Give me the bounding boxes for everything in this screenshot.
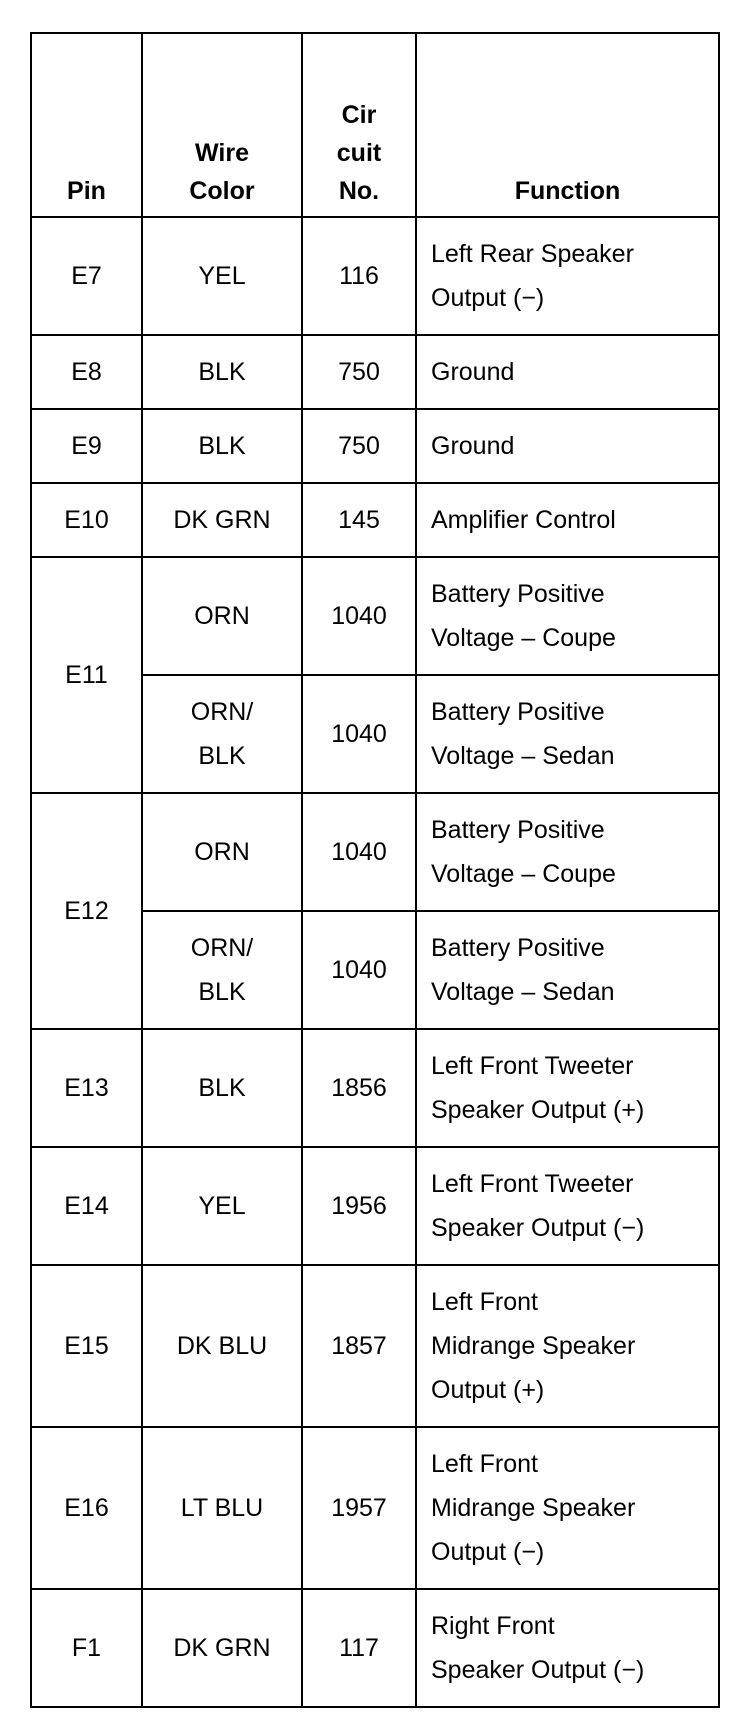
table-row [31, 335, 719, 409]
wire-color-cell: ORN [142, 557, 302, 675]
wire-color-cell: DK BLU [142, 1265, 302, 1427]
circuit-cell: 1040 [302, 557, 416, 675]
header-row [31, 33, 719, 217]
pin-cell: E13 [31, 1029, 142, 1147]
wire-color-cell: BLK [142, 409, 302, 483]
table-row [31, 217, 719, 335]
function-cell: Battery Positive Voltage – Coupe [416, 557, 719, 675]
circuit-cell: 1957 [302, 1427, 416, 1589]
table-row [31, 1029, 719, 1147]
pin-cell: E11 [31, 557, 142, 793]
circuit-cell: 1040 [302, 911, 416, 1029]
pin-cell: E16 [31, 1427, 142, 1589]
table-row [31, 409, 719, 483]
header-pin: Pin [31, 33, 142, 217]
header-function: Function [416, 33, 719, 217]
pin-cell: E15 [31, 1265, 142, 1427]
pin-cell: E8 [31, 335, 142, 409]
function-cell: Amplifier Control [416, 483, 719, 557]
table-row [31, 557, 719, 675]
wire-color-cell: YEL [142, 217, 302, 335]
circuit-cell: 750 [302, 409, 416, 483]
function-cell: Left Front Tweeter Speaker Output (+) [416, 1029, 719, 1147]
function-cell: Battery Positive Voltage – Sedan [416, 911, 719, 1029]
circuit-cell: 1956 [302, 1147, 416, 1265]
function-cell: Left Front Midrange Speaker Output (+) [416, 1265, 719, 1427]
pin-cell: E9 [31, 409, 142, 483]
circuit-cell: 1857 [302, 1265, 416, 1427]
header-circuit-no: Cir cuit No. [302, 33, 416, 217]
pin-cell: F1 [31, 1589, 142, 1707]
table-row [31, 1265, 719, 1427]
table-body [31, 217, 719, 1707]
function-cell: Left Front Tweeter Speaker Output (−) [416, 1147, 719, 1265]
pin-table [30, 32, 720, 1708]
function-cell: Ground [416, 409, 719, 483]
wire-color-cell: BLK [142, 1029, 302, 1147]
function-cell: Right Front Speaker Output (−) [416, 1589, 719, 1707]
circuit-cell: 145 [302, 483, 416, 557]
wire-color-cell: DK GRN [142, 483, 302, 557]
wire-color-cell: YEL [142, 1147, 302, 1265]
function-cell: Battery Positive Voltage – Sedan [416, 675, 719, 793]
wire-color-cell: LT BLU [142, 1427, 302, 1589]
table-row [31, 1147, 719, 1265]
circuit-cell: 1040 [302, 793, 416, 911]
wire-color-cell: BLK [142, 335, 302, 409]
pin-cell: E10 [31, 483, 142, 557]
circuit-cell: 750 [302, 335, 416, 409]
wire-color-cell: DK GRN [142, 1589, 302, 1707]
circuit-cell: 1040 [302, 675, 416, 793]
table-header [31, 33, 719, 217]
function-cell: Left Front Midrange Speaker Output (−) [416, 1427, 719, 1589]
pin-cell: E7 [31, 217, 142, 335]
table-row [31, 1427, 719, 1589]
circuit-cell: 1856 [302, 1029, 416, 1147]
pin-cell: E14 [31, 1147, 142, 1265]
pin-cell: E12 [31, 793, 142, 1029]
function-cell: Battery Positive Voltage – Coupe [416, 793, 719, 911]
wire-color-cell: ORN [142, 793, 302, 911]
table-row [31, 1589, 719, 1707]
circuit-cell: 116 [302, 217, 416, 335]
header-wire-color: Wire Color [142, 33, 302, 217]
function-cell: Left Rear Speaker Output (−) [416, 217, 719, 335]
table-row [31, 793, 719, 911]
wire-color-cell: ORN/ BLK [142, 675, 302, 793]
wire-color-cell: ORN/ BLK [142, 911, 302, 1029]
table-row [31, 483, 719, 557]
function-cell: Ground [416, 335, 719, 409]
circuit-cell: 117 [302, 1589, 416, 1707]
